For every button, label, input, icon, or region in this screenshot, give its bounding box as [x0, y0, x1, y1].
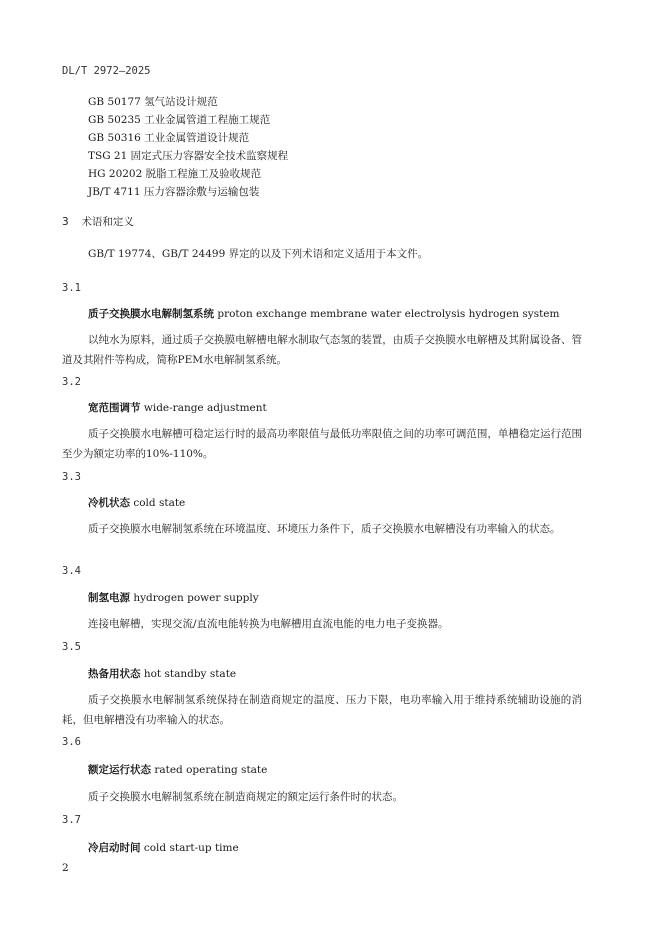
term-number: 3.5	[62, 641, 81, 653]
term-heading	[88, 495, 185, 510]
term-name-zh: 冷启动时间	[88, 842, 141, 854]
term-heading	[88, 306, 559, 321]
term-name-zh: 冷机状态	[88, 497, 130, 509]
term-number: 3.2	[62, 376, 81, 388]
term-name-zh: 额定运行状态	[88, 764, 151, 776]
term-number: 3.6	[62, 736, 81, 748]
term-name-zh: 质子交换膜水电解制氢系统	[88, 308, 214, 320]
term-heading	[88, 666, 236, 681]
document-code: DL/T 2972—2025	[62, 65, 151, 77]
section-intro: GB/T 19774、GB/T 24499 界定的以及下列术语和定义适用于本文件。	[88, 248, 429, 260]
term-name-zh: 热备用状态	[88, 668, 141, 680]
term-name-en: rated operating state	[154, 764, 268, 776]
section-title: 术语和定义	[81, 216, 134, 228]
term-definition: 以纯水为原料，通过质子交换膜电解槽电解水制取气态氢的装置，由质子交换膜水电解槽及其附属设备、管道及其附件等构成，简称PEM水电解制氢系统。	[62, 334, 582, 366]
term-name-en: hot standby state	[143, 668, 237, 680]
term-number: 3.1	[62, 282, 81, 294]
term-name-en: cold state	[133, 497, 186, 509]
reference-item: GB 50177 氢气站设计规范	[88, 96, 218, 108]
term-heading	[88, 762, 267, 777]
term-definition: 质子交换膜水电解槽可稳定运行时的最高功率限值与最低功率限值之间的功率可调范围，单槽稳定运行范围至少为额定功率的10%-110%。	[62, 428, 582, 460]
term-definition: 质子交换膜水电解制氢系统保持在制造商规定的温度、压力下限，电功率输入用于维持系统辅助设施的消耗，但电解槽没有功率输入的状态。	[62, 694, 582, 726]
term-number: 3.4	[62, 565, 81, 577]
term-heading	[88, 840, 239, 855]
term-heading	[88, 400, 267, 415]
term-heading	[88, 590, 259, 605]
section-heading	[62, 214, 134, 229]
reference-item: HG 20202 脱脂工程施工及验收规范	[88, 168, 262, 180]
term-number: 3.7	[62, 814, 81, 826]
term-definition: 质子交换膜水电解制氢系统在制造商规定的额定运行条件时的状态。	[88, 791, 403, 803]
normative-references-list	[88, 93, 288, 201]
term-name-en: proton exchange membrane water electrolysis hydrogen system	[217, 308, 560, 320]
term-definition: 质子交换膜水电解制氢系统在环境温度、环境压力条件下，质子交换膜水电解槽没有功率输入的状态。	[88, 523, 561, 535]
term-name-en: cold start-up time	[143, 842, 239, 854]
term-number: 3.3	[62, 471, 81, 483]
term-name-zh: 宽范围调节	[88, 402, 141, 414]
section-number: 3	[62, 216, 69, 228]
term-name-en: hydrogen power supply	[133, 592, 259, 604]
reference-item: TSG 21 固定式压力容器安全技术监察规程	[88, 150, 289, 162]
term-name-zh: 制氢电源	[88, 592, 130, 604]
page-number: 2	[62, 862, 69, 874]
term-name-en: wide-range adjustment	[143, 402, 267, 414]
term-definition: 连接电解槽，实现交流/直流电能转换为电解槽用直流电能的电力电子变换器。	[88, 618, 449, 630]
reference-item: GB 50316 工业金属管道设计规范	[88, 132, 250, 144]
reference-item: GB 50235 工业金属管道工程施工规范	[88, 114, 271, 126]
reference-item: JB/T 4711 压力容器涂敷与运输包装	[88, 186, 260, 198]
